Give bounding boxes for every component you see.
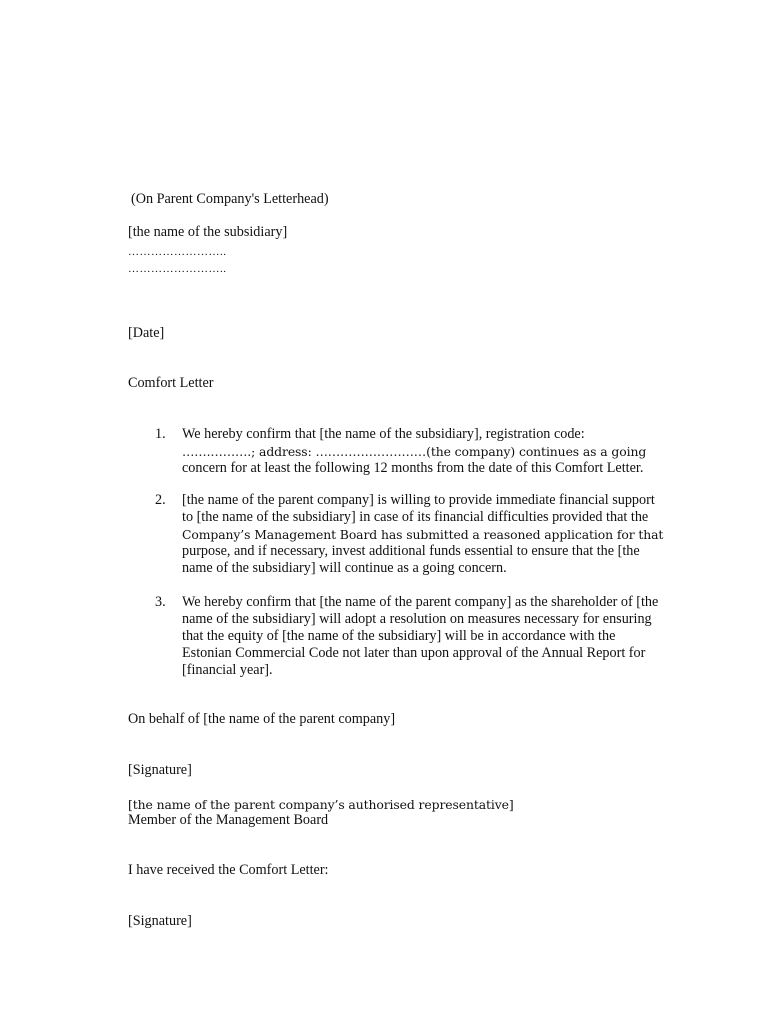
list-item-line: concern for at least the following 12 months from the date of this Comfort Letter. [182,460,644,476]
list-item-line: Estonian Commercial Code not later than upon approval of the Annual Report for [182,645,646,661]
list-item-number: 1. [155,426,166,442]
list-item-number: 2. [155,492,166,508]
list-item-line: purpose, and if necessary, invest additional funds essential to ensure that the [the [182,543,640,559]
signature-placeholder-2: [Signature] [128,913,192,929]
list-item-line: …….……….; address: ………………………(the company) continues as a going [182,444,647,459]
list-item-line: to [the name of the subsidiary] in case of its financial difficulties provided that the [182,509,649,525]
letter-subject: Comfort Letter [128,375,214,391]
recipient-name: [the name of the subsidiary] [128,224,288,240]
list-item-line: [the name of the parent company] is willing to provide immediate financial support [182,492,655,508]
signature-placeholder-1: [Signature] [128,762,192,778]
list-item-line: that the equity of [the name of the subsidiary] will be in accordance with the [182,628,616,644]
list-item-line: [financial year]. [182,662,273,678]
representative-title: Member of the Management Board [128,812,329,828]
list-item-body [182,426,717,477]
representative-name: [the name of the parent company’s authorised representative] [128,797,514,812]
list-item-body [182,594,717,679]
recipient-address-line-1: …………………….. [128,246,227,258]
received-statement: I have received the Comfort Letter: [128,862,329,878]
list-item-number: 3. [155,594,166,610]
list-item-line: We hereby confirm that [the name of the parent company] as the shareholder of [the [182,594,659,610]
list-item-body [182,492,717,577]
list-item-line: name of the subsidiary] will adopt a resolution on measures necessary for ensuring [182,611,652,627]
list-item-line: We hereby confirm that [the name of the subsidiary], registration code: [182,426,585,442]
letterhead-note: (On Parent Company's Letterhead) [131,191,329,207]
list-item-line: name of the subsidiary] will continue as a going concern. [182,560,507,576]
list-item-line: Company’s Management Board has submitted a reasoned application for that [182,527,664,542]
on-behalf-line: On behalf of [the name of the parent company] [128,711,396,727]
letter-date: [Date] [128,325,165,341]
recipient-address-line-2: …………………….. [128,263,227,275]
